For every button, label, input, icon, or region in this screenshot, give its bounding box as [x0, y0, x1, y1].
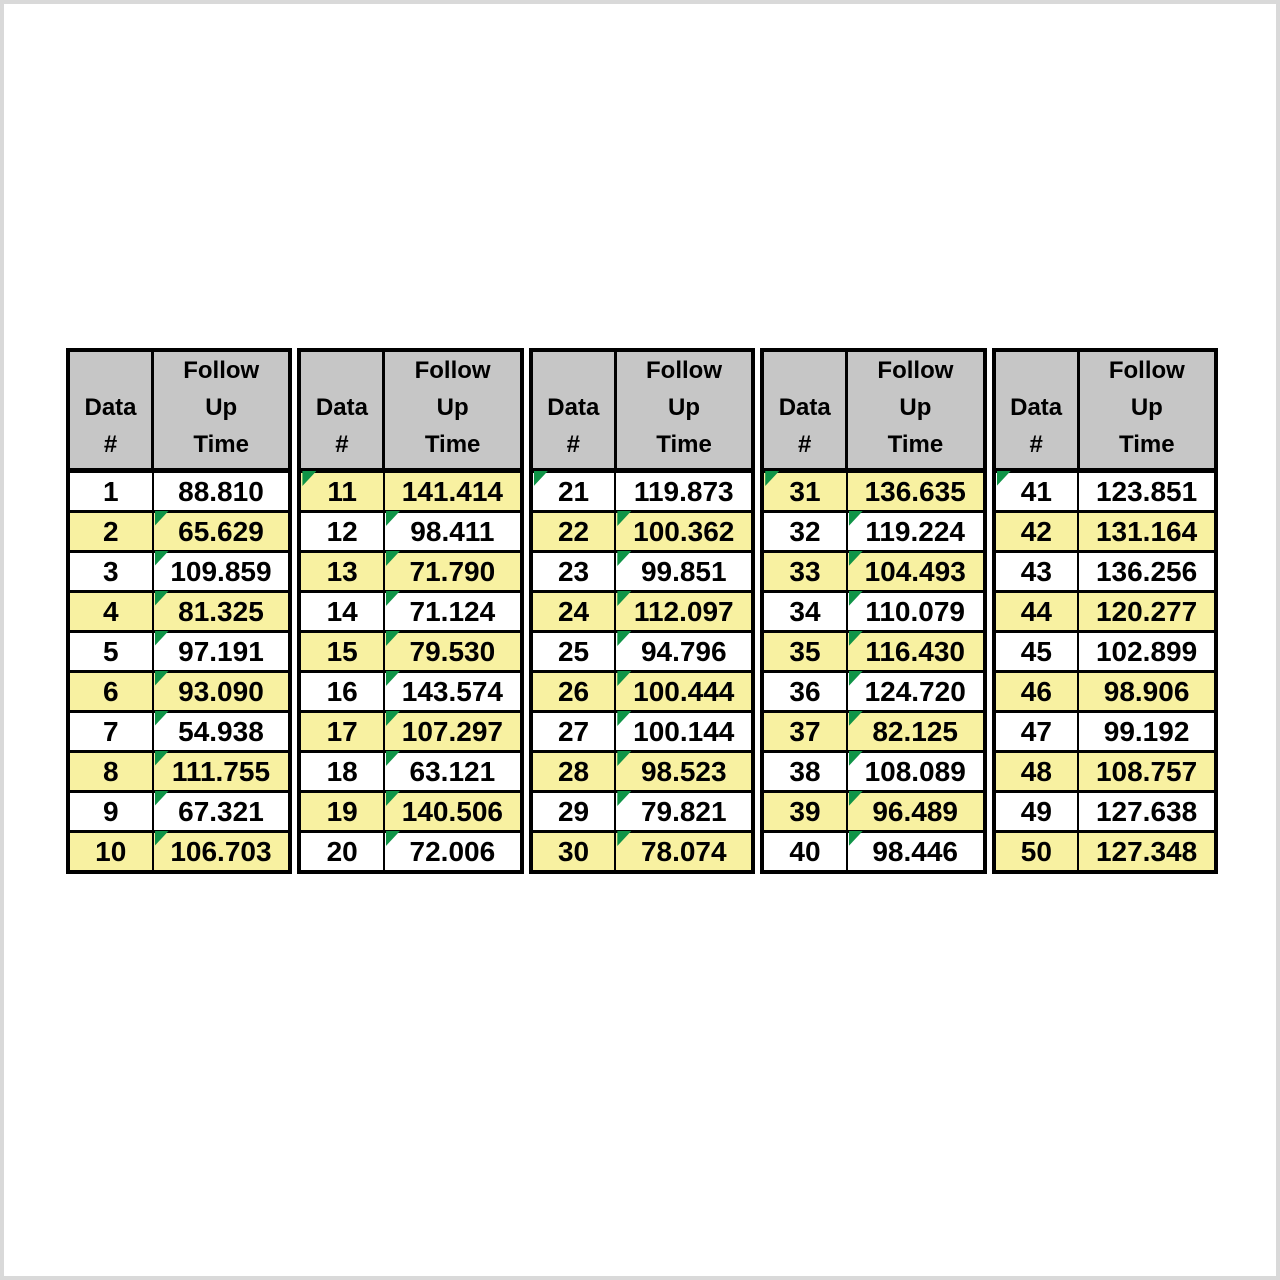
header-line: Follow	[877, 357, 954, 384]
table-row	[299, 832, 521, 873]
comment-indicator-icon	[849, 631, 863, 646]
header-line: Data	[84, 394, 137, 421]
follow-up-time-header	[153, 350, 291, 471]
data-number-cell: 1	[68, 471, 153, 512]
data-number-cell: 44	[994, 592, 1079, 632]
data-number-cell: 9	[68, 792, 153, 832]
table-row	[762, 832, 984, 873]
data-number-cell: 26	[531, 672, 616, 712]
header-line: #	[335, 431, 349, 458]
comment-indicator-icon	[386, 711, 400, 726]
follow-up-time-cell: 120.277	[1078, 592, 1216, 632]
comment-indicator-icon	[849, 831, 863, 846]
comment-indicator-icon	[849, 711, 863, 726]
table-row	[994, 471, 1216, 512]
data-number-cell: 6	[68, 672, 153, 712]
data-number-cell: 45	[994, 632, 1079, 672]
comment-indicator-icon	[386, 631, 400, 646]
comment-indicator-icon	[386, 551, 400, 566]
comment-indicator-icon	[386, 591, 400, 606]
table-row	[762, 471, 984, 512]
follow-up-time-cell: 102.899	[1078, 632, 1216, 672]
data-number-cell: 25	[531, 632, 616, 672]
header-line: Time	[1119, 431, 1175, 458]
comment-indicator-icon	[849, 791, 863, 806]
table-row	[299, 512, 521, 552]
follow-up-time-cell: 107.297	[384, 712, 522, 752]
data-number-cell: 12	[299, 512, 384, 552]
header-line: Data	[315, 394, 368, 421]
data-number-cell: 22	[531, 512, 616, 552]
data-number-cell: 38	[762, 752, 847, 792]
comment-indicator-icon	[617, 751, 631, 766]
comment-indicator-icon	[386, 511, 400, 526]
follow-up-time-cell: 96.489	[847, 792, 985, 832]
follow-up-time-cell: 93.090	[153, 672, 291, 712]
table-row	[994, 832, 1216, 873]
data-number-cell: 27	[531, 712, 616, 752]
comment-indicator-icon	[302, 471, 316, 486]
data-number-cell: 5	[68, 632, 153, 672]
header-line: Up	[899, 394, 932, 421]
table-row	[299, 752, 521, 792]
follow-up-time-cell: 112.097	[615, 592, 753, 632]
table-row	[68, 592, 290, 632]
header-line: #	[566, 431, 580, 458]
data-table-group-4	[760, 348, 986, 874]
data-number-cell: 41	[994, 471, 1079, 512]
table-row	[994, 592, 1216, 632]
table-row	[531, 512, 753, 552]
comment-indicator-icon	[386, 831, 400, 846]
follow-up-time-cell: 88.810	[153, 471, 291, 512]
follow-up-time-cell: 72.006	[384, 832, 522, 873]
table-row	[531, 592, 753, 632]
header-line: #	[798, 431, 812, 458]
data-number-cell: 48	[994, 752, 1079, 792]
follow-up-time-header	[384, 350, 522, 471]
follow-up-time-cell: 81.325	[153, 592, 291, 632]
follow-up-time-cell: 99.851	[615, 552, 753, 592]
follow-up-time-cell: 65.629	[153, 512, 291, 552]
data-number-cell: 30	[531, 832, 616, 873]
header-row	[762, 350, 984, 471]
data-number-cell: 21	[531, 471, 616, 512]
data-number-cell: 11	[299, 471, 384, 512]
comment-indicator-icon	[765, 471, 779, 486]
follow-up-time-cell: 108.089	[847, 752, 985, 792]
comment-indicator-icon	[849, 591, 863, 606]
header-line: Up	[205, 394, 238, 421]
table-row	[299, 672, 521, 712]
header-row	[299, 350, 521, 471]
follow-up-time-cell: 111.755	[153, 752, 291, 792]
follow-up-time-cell: 110.079	[847, 592, 985, 632]
follow-up-time-cell: 100.144	[615, 712, 753, 752]
table-row	[994, 752, 1216, 792]
header-line: Data	[547, 394, 600, 421]
comment-indicator-icon	[155, 631, 169, 646]
data-number-cell: 28	[531, 752, 616, 792]
comment-indicator-icon	[386, 671, 400, 686]
follow-up-time-cell: 136.635	[847, 471, 985, 512]
header-row	[531, 350, 753, 471]
follow-up-time-cell: 67.321	[153, 792, 291, 832]
data-number-cell: 7	[68, 712, 153, 752]
comment-indicator-icon	[997, 471, 1011, 486]
follow-up-time-cell: 100.362	[615, 512, 753, 552]
data-number-cell: 40	[762, 832, 847, 873]
table-row	[762, 792, 984, 832]
comment-indicator-icon	[155, 671, 169, 686]
table-row	[68, 832, 290, 873]
table-row	[68, 552, 290, 592]
follow-up-time-cell: 79.821	[615, 792, 753, 832]
data-number-cell: 18	[299, 752, 384, 792]
follow-up-time-cell: 127.348	[1078, 832, 1216, 873]
table-row	[68, 471, 290, 512]
table-row	[68, 632, 290, 672]
follow-up-time-cell: 141.414	[384, 471, 522, 512]
table-row	[531, 712, 753, 752]
follow-up-time-cell: 131.164	[1078, 512, 1216, 552]
header-line: Time	[656, 431, 712, 458]
data-number-cell: 17	[299, 712, 384, 752]
table-row	[531, 471, 753, 512]
follow-up-time-cell: 78.074	[615, 832, 753, 873]
follow-up-time-header	[847, 350, 985, 471]
data-number-header	[762, 350, 847, 471]
table-row	[994, 512, 1216, 552]
header-line: Data	[778, 394, 831, 421]
data-number-cell: 10	[68, 832, 153, 873]
comment-indicator-icon	[155, 711, 169, 726]
comment-indicator-icon	[849, 671, 863, 686]
header-line: Time	[424, 431, 481, 458]
data-number-cell: 3	[68, 552, 153, 592]
follow-up-time-cell: 54.938	[153, 712, 291, 752]
comment-indicator-icon	[617, 831, 631, 846]
header-line: Up	[668, 394, 701, 421]
follow-up-time-header	[615, 350, 753, 471]
header-line: Follow	[646, 357, 722, 384]
follow-up-time-cell: 71.124	[384, 592, 522, 632]
data-number-cell: 32	[762, 512, 847, 552]
data-number-header	[299, 350, 384, 471]
comment-indicator-icon	[155, 551, 169, 566]
follow-up-time-cell: 82.125	[847, 712, 985, 752]
data-number-cell: 15	[299, 632, 384, 672]
data-number-header	[68, 350, 153, 471]
comment-indicator-icon	[617, 511, 631, 526]
data-number-cell: 43	[994, 552, 1079, 592]
follow-up-time-cell: 79.530	[384, 632, 522, 672]
header-line: Up	[1130, 394, 1163, 421]
comment-indicator-icon	[849, 751, 863, 766]
data-table-group-2	[297, 348, 523, 874]
table-row	[762, 592, 984, 632]
data-number-cell: 31	[762, 471, 847, 512]
header-line: Follow	[183, 357, 260, 384]
comment-indicator-icon	[617, 631, 631, 646]
table-row	[994, 552, 1216, 592]
table-row	[299, 712, 521, 752]
data-number-cell: 23	[531, 552, 616, 592]
data-table-group-5	[992, 348, 1218, 874]
table-row	[68, 672, 290, 712]
table-row	[68, 712, 290, 752]
follow-up-time-cell: 98.523	[615, 752, 753, 792]
data-number-cell: 29	[531, 792, 616, 832]
table-row	[299, 471, 521, 512]
header-row	[994, 350, 1216, 471]
follow-up-time-cell: 63.121	[384, 752, 522, 792]
follow-up-time-cell: 71.790	[384, 552, 522, 592]
comment-indicator-icon	[617, 791, 631, 806]
table-row	[762, 752, 984, 792]
follow-up-time-header	[1078, 350, 1216, 471]
comment-indicator-icon	[617, 551, 631, 566]
comment-indicator-icon	[849, 511, 863, 526]
follow-up-time-cell: 98.446	[847, 832, 985, 873]
comment-indicator-icon	[155, 791, 169, 806]
follow-up-time-cell: 119.224	[847, 512, 985, 552]
data-number-cell: 46	[994, 672, 1079, 712]
follow-up-time-cell: 100.444	[615, 672, 753, 712]
data-number-cell: 42	[994, 512, 1079, 552]
table-row	[762, 712, 984, 752]
follow-up-time-cell: 143.574	[384, 672, 522, 712]
follow-up-time-cell: 136.256	[1078, 552, 1216, 592]
comment-indicator-icon	[386, 791, 400, 806]
comment-indicator-icon	[155, 751, 169, 766]
header-line: Time	[193, 431, 249, 458]
table-row	[762, 672, 984, 712]
data-number-cell: 20	[299, 832, 384, 873]
data-number-cell: 47	[994, 712, 1079, 752]
follow-up-time-cell: 127.638	[1078, 792, 1216, 832]
follow-up-time-cell: 106.703	[153, 832, 291, 873]
table-row	[994, 792, 1216, 832]
data-number-cell: 8	[68, 752, 153, 792]
comment-indicator-icon	[617, 591, 631, 606]
comment-indicator-icon	[155, 591, 169, 606]
comment-indicator-icon	[849, 551, 863, 566]
follow-up-time-cell: 119.873	[615, 471, 753, 512]
data-table-group-1	[66, 348, 292, 874]
follow-up-time-cell: 108.757	[1078, 752, 1216, 792]
data-number-cell: 36	[762, 672, 847, 712]
table-row	[299, 792, 521, 832]
follow-up-time-cell: 109.859	[153, 552, 291, 592]
table-row	[299, 632, 521, 672]
data-number-header	[994, 350, 1079, 471]
data-number-cell: 39	[762, 792, 847, 832]
follow-up-time-cell: 98.411	[384, 512, 522, 552]
data-number-cell: 13	[299, 552, 384, 592]
table-row	[531, 832, 753, 873]
table-row	[531, 552, 753, 592]
comment-indicator-icon	[155, 831, 169, 846]
data-table-group-3	[529, 348, 755, 874]
header-line: Up	[436, 394, 469, 421]
comment-indicator-icon	[534, 471, 548, 486]
header-line: Time	[887, 431, 944, 458]
table-row	[994, 672, 1216, 712]
follow-up-time-cell: 97.191	[153, 632, 291, 672]
follow-up-time-cell: 94.796	[615, 632, 753, 672]
data-number-cell: 50	[994, 832, 1079, 873]
header-line: Data	[1010, 394, 1063, 421]
follow-up-time-cell: 140.506	[384, 792, 522, 832]
header-row	[68, 350, 290, 471]
follow-up-time-cell: 124.720	[847, 672, 985, 712]
data-number-header	[531, 350, 616, 471]
data-number-cell: 37	[762, 712, 847, 752]
data-number-cell: 19	[299, 792, 384, 832]
data-number-cell: 24	[531, 592, 616, 632]
follow-up-time-cell: 116.430	[847, 632, 985, 672]
data-number-cell: 16	[299, 672, 384, 712]
comment-indicator-icon	[386, 751, 400, 766]
data-number-cell: 49	[994, 792, 1079, 832]
data-number-cell: 34	[762, 592, 847, 632]
table-row	[994, 632, 1216, 672]
table-row	[531, 792, 753, 832]
table-row	[762, 512, 984, 552]
header-line: #	[1029, 431, 1043, 458]
table-row	[994, 712, 1216, 752]
follow-up-time-cell: 104.493	[847, 552, 985, 592]
data-number-cell: 14	[299, 592, 384, 632]
table-row	[68, 792, 290, 832]
table-row	[762, 632, 984, 672]
table-row	[762, 552, 984, 592]
table-row	[68, 752, 290, 792]
follow-up-time-table	[66, 348, 1218, 874]
comment-indicator-icon	[617, 711, 631, 726]
table-row	[531, 672, 753, 712]
comment-indicator-icon	[617, 671, 631, 686]
comment-indicator-icon	[155, 511, 169, 526]
follow-up-time-cell: 99.192	[1078, 712, 1216, 752]
table-row	[531, 632, 753, 672]
data-number-cell: 33	[762, 552, 847, 592]
table-row	[299, 592, 521, 632]
follow-up-time-cell: 123.851	[1078, 471, 1216, 512]
data-number-cell: 35	[762, 632, 847, 672]
data-number-cell: 2	[68, 512, 153, 552]
header-line: Follow	[1108, 357, 1185, 384]
header-line: Follow	[414, 357, 491, 384]
header-line: #	[103, 431, 118, 458]
table-row	[299, 552, 521, 592]
table-row	[68, 512, 290, 552]
table-row	[531, 752, 753, 792]
follow-up-time-cell: 98.906	[1078, 672, 1216, 712]
data-number-cell: 4	[68, 592, 153, 632]
